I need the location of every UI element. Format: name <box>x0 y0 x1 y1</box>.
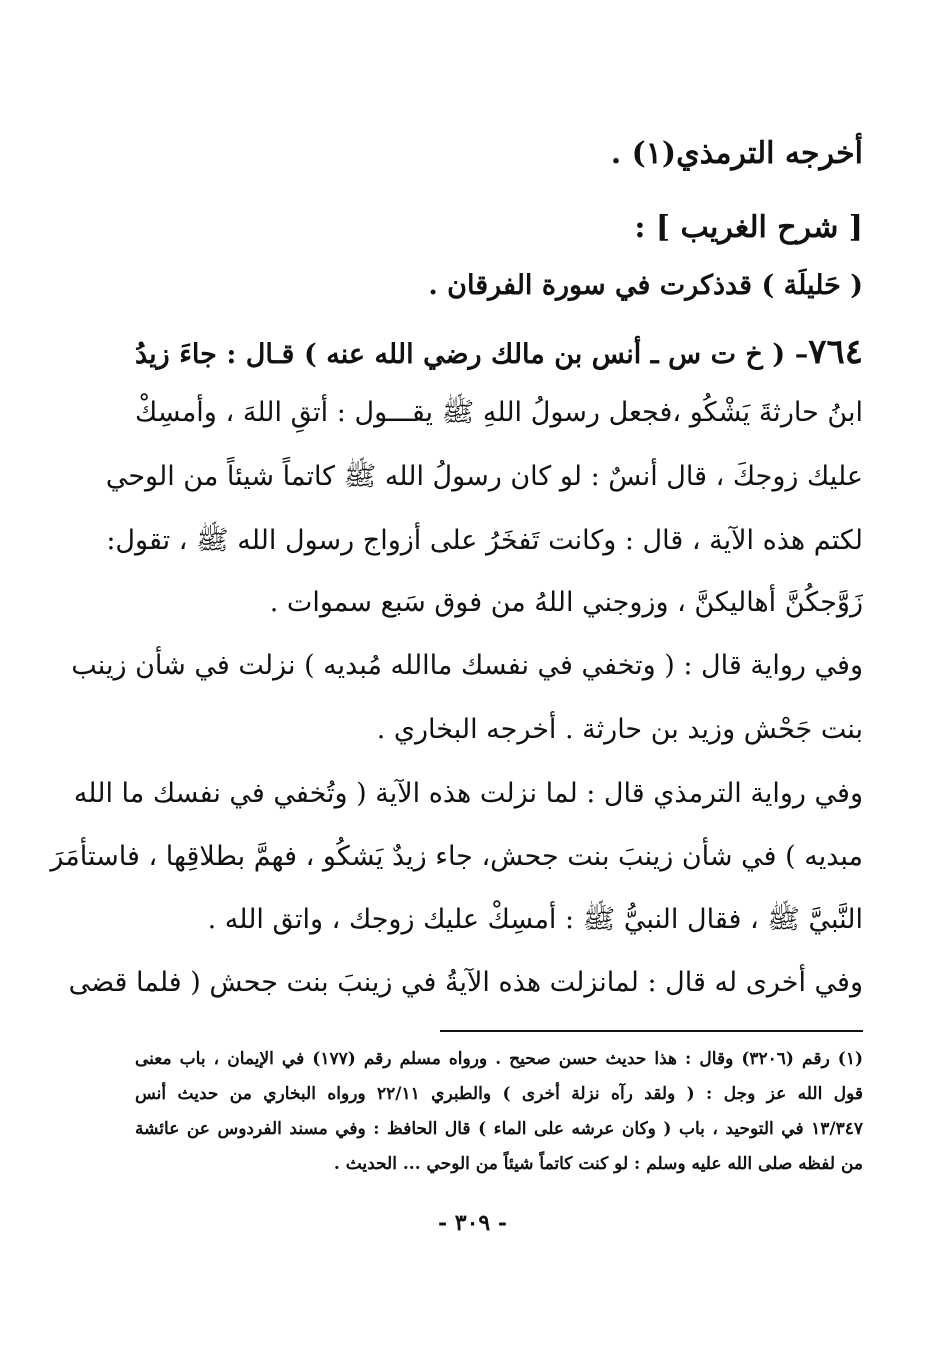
gloss-note: ( حَليلَة ) قدذكرت في سورة الفرقان . <box>428 270 863 301</box>
hadith-line: لكتم هذه الآية ، قال : وكانت تَفخَرُ على أزواج رسول الله ﷺ ، تقول: <box>106 525 863 556</box>
takhrij-line: أخرجه الترمذي(١) . <box>610 136 863 171</box>
footnote-line: (١) رقم (٣٢٠٦) وقال : هذا حديث حسن صحيح . ورواه مسلم رقم (١٧٧) في الإيمان ، باب معنى <box>135 1049 863 1069</box>
hadith-number: ٧٦٤ <box>808 332 863 372</box>
hadith-first-line <box>135 332 863 376</box>
hadith-line: – ( خ ت س ـ أنس بن مالك رضي الله عنه ) قـال : جاءَ زيدُ <box>135 339 809 370</box>
riwaya-line: بنت جَحْش وزيد بن حارثة . أخرجه البخاري . <box>376 714 863 745</box>
hadith-line: ابنُ حارثةَ يَشْكُو ،فجعل رسولُ اللهِ ﷺ يقـــول : أتقِ اللهَ ، وأمسِكْ <box>135 397 863 428</box>
riwaya-line: وفي رواية الترمذي قال : لما نزلت هذه الآية ( وتُخفي في نفسك ما الله <box>73 778 863 809</box>
hadith-line: عليك زوجكَ ، قال أنسٌ : لو كان رسولُ الله ﷺ كاتماً شيئاً من الوحي <box>105 461 863 492</box>
hadith-line: زَوَّجكُنَّ أهاليكنَّ ، وزوجني اللهُ من فوق سَبع سموات . <box>269 587 863 618</box>
riwaya-line: مبديه ) في شأن زينبَ بنت جحش، جاء زيدٌ يَشكُو ، فهمَّ بطلاقِها ، فاستأمَرَ <box>50 841 863 872</box>
page-number: - ٣٠٩ - <box>437 1210 508 1236</box>
riwaya-line: وفي رواية قال : ( وتخفي في نفسك ماالله مُبديه ) نزلت في شأن زينب <box>71 650 863 681</box>
riwaya-line: النَّبيَّ ﷺ ، فقال النبيُّ ﷺ : أمسِكْ عليك زوجك ، واتق الله . <box>207 904 863 935</box>
section-title: [ شرح الغريب ] : <box>634 210 863 245</box>
footnote-separator <box>440 1030 863 1032</box>
footnote-line: ١٣/٣٤٧ في التوحيد ، باب ( وكان عرشه على الماء ) قال الحافظ : وفي مسند الفردوس عن عائشة <box>135 1119 863 1139</box>
footnote-line: قول الله عز وجل : ( ولقد رآه نزلة أخرى ) والطبري ٢٢/١١ ورواه البخاري من حديث أنس <box>135 1084 863 1104</box>
footnote-line: من لفظه صلى الله عليه وسلم : لو كنت كاتماً شيئاً من الوحي ... الحديث . <box>333 1154 863 1174</box>
riwaya-line: وفي أخرى له قال : لمانزلت هذه الآيةُ في زينبَ بنت جحش ( فلما قضى <box>68 967 863 998</box>
